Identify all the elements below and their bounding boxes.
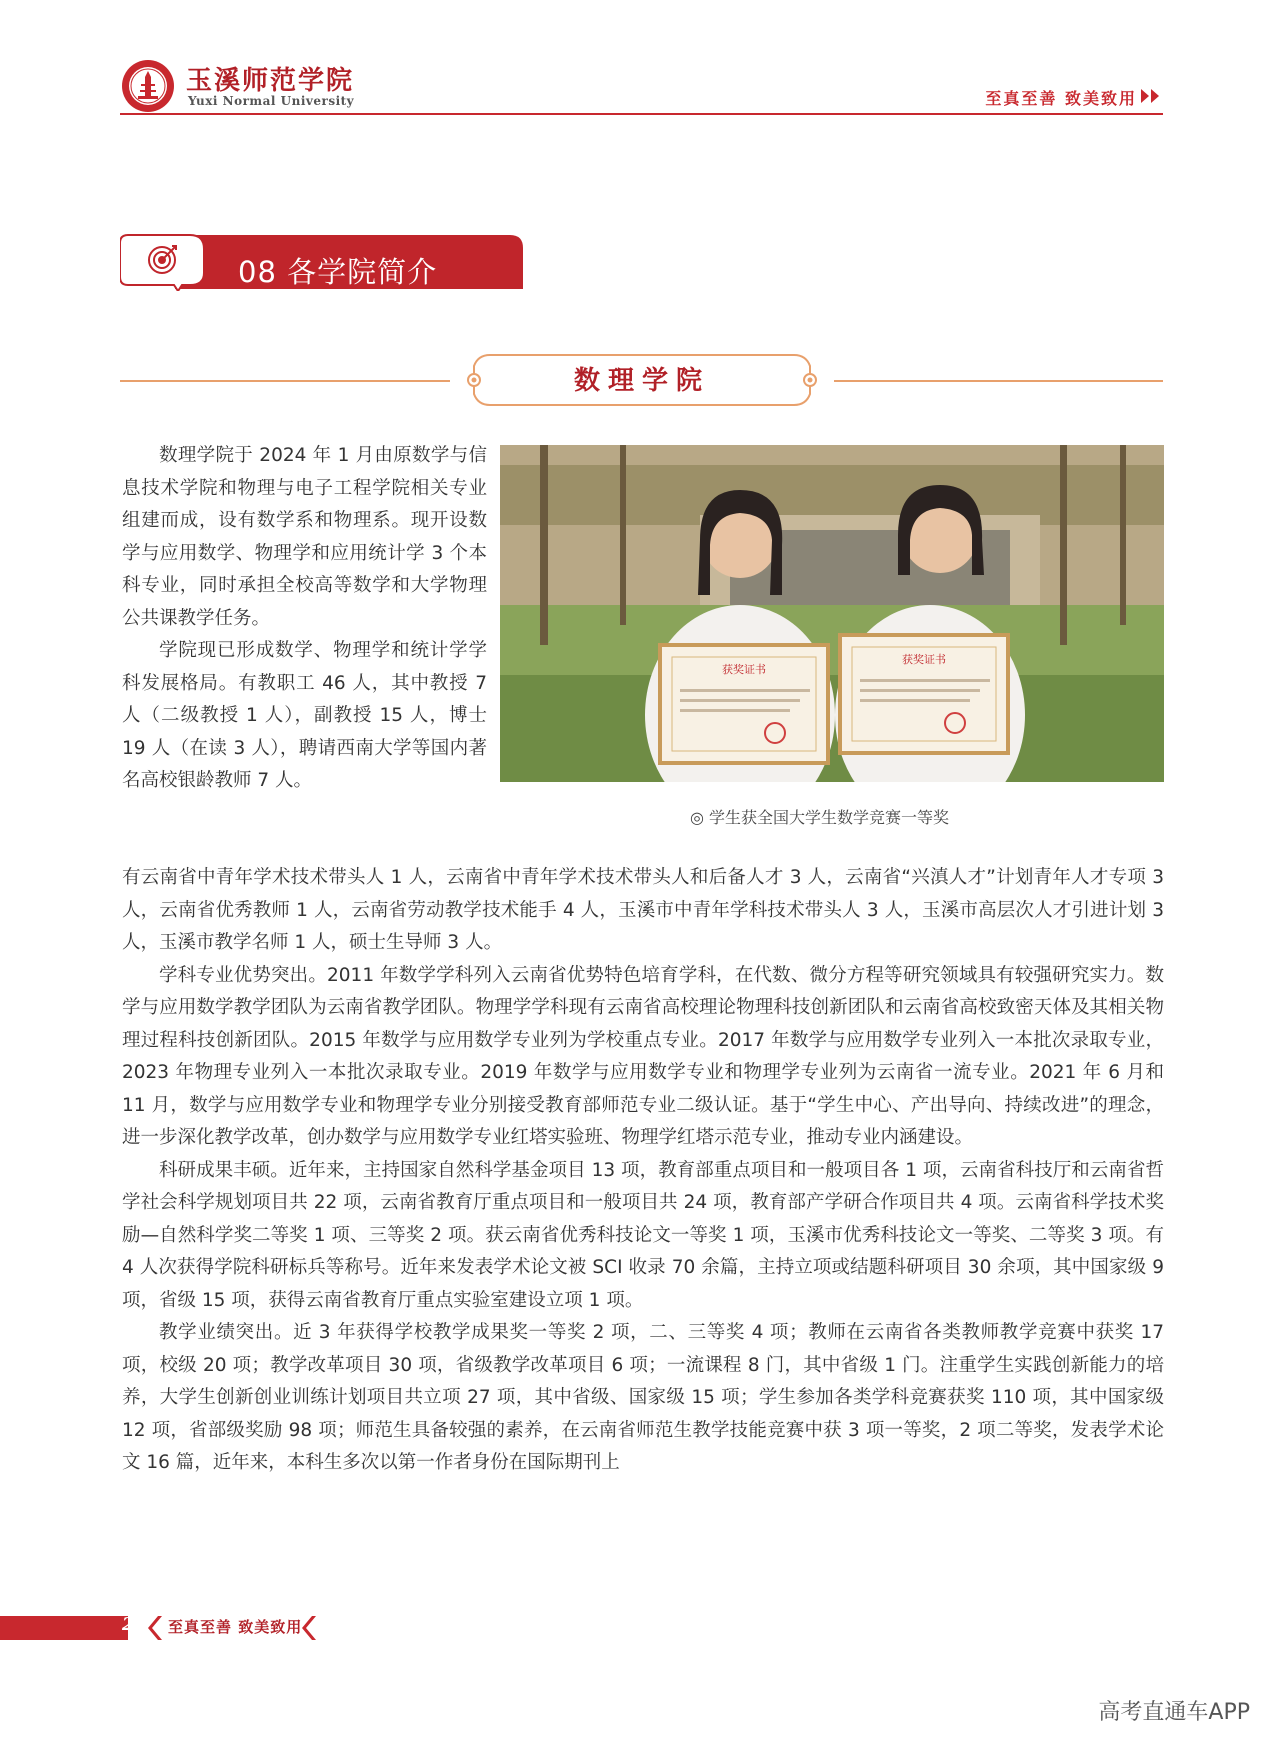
paragraph-intro: 数理学院于 2024 年 1 月由原数学与信息技术学院和物理与电子工程学院相关专业组建而成，设有数学系和物理系。现开设数学与应用数学、物理学和应用统计学 3 个本科专业，同时承担全校高等数学和大学物理公共课教学任务。 [122, 445, 487, 629]
college-title: 数理学院 [573, 366, 710, 396]
photo-caption: ◎ 学生获全国大学生数学竞赛一等奖 [690, 808, 950, 827]
award-photo [500, 445, 1164, 782]
paragraph-faculty: 学院现已形成数学、物理学和统计学学科发展格局。有教职工 46 人，其中教授 7 人（二级教授 1 人），副教授 15 人，博士 19 人（在读 3 人），聘请西南大学等国内著名高校银龄教师 7 人。 [122, 640, 487, 791]
certificate-heading-left: 获奖证书 [722, 663, 766, 676]
paragraph-teaching: 教学业绩突出。近 3 年获得学校教学成果奖一等奖 2 项，二、三等奖 4 项；教师在云南省各类教师教学竞赛中获奖 17 项，校级 20 项；教学改革项目 30 项，省级教学改革项目 6 项；一流课程 8 门，其中省级 1 门。注重学生实践创新能力的培养，大学生创新创业训练计划项目共立项 27 项，其中省级、国家级 15 项；学生参加各类学科竞赛获奖 110 项，其中国家级 12 项，省部级奖励 98 项；师范生具备较强的素养，在云南省师范生教学技能竞赛中获 3 项一等奖，2 项二等奖，发表学术论文 16 篇，近年来，本科生多次以第一作者身份在国际期刊上 [122, 1322, 1164, 1473]
section-title: 08 各学院简介 [238, 255, 438, 289]
title-rule-right [834, 380, 1163, 382]
university-name-en: Yuxi Normal University [188, 94, 355, 108]
footer-motto: 至真至善 致美致用 [168, 1618, 303, 1636]
chevron-left-icon [148, 1614, 164, 1642]
header-divider [120, 113, 1163, 115]
double-chevron-right-icon [1140, 88, 1162, 104]
page-number: 28 [122, 1614, 148, 1635]
paragraph-disciplines: 学科专业优势突出。2011 年数学学科列入云南省优势特色培育学科，在代数、微分方程等研究领域具有较强研究实力。数学与应用数学教学团队为云南省教学团队。物理学学科现有云南省高校理论物理科技创新团队和云南省高校致密天体及其相关物理过程科技创新团队。2015 年数学与应用数学专业列为学校重点专业。2017 年数学与应用数学专业列入一本批次录取专业，2023 年物理专业列入一本批次录取专业。2019 年数学与应用数学专业和物理学专业列为云南省一流专业。2021 年 6 月和 11 月，数学与应用数学专业和物理学专业分别接受教育部师范专业二级认证。基于“学生中心、产出导向、持续改进”的理念，进一步深化教学改革，创办数学与应用数学专业红塔实验班、物理学红塔示范专业，推动专业内涵建设。 [122, 964, 1164, 1148]
intro-column [122, 440, 487, 798]
watermark: 高考直通车APP [1098, 1700, 1250, 1725]
university-name-cn: 玉溪师范学院 [186, 66, 355, 96]
paragraph-research: 科研成果丰硕。近年来，主持国家自然科学基金项目 13 项，教育部重点项目和一般项目各 1 项，云南省科技厅和云南省哲学社会科学规划项目共 22 项，云南省教育厅重点项目和一般项目共 24 项，教育部产学研合作项目共 4 项。云南省科学技术奖励—自然科学奖二等奖 1 项、三等奖 2 项。获云南省优秀科技论文一等奖 1 项，玉溪市优秀科技论文一等奖、二等奖 3 项。有 4 人次获得学院科研标兵等称号。近年来发表学术论文被 SCI 收录 70 余篇，主持立项或结题科研项目 30 余项，其中国家级 9 项，省级 15 项，获得云南省教育厅重点实验室建设立项 1 项。 [122, 1159, 1164, 1311]
paragraph-faculty-cont: 有云南省中青年学术技术带头人 1 人，云南省中青年学术技术带头人和后备人才 3 人，云南省“兴滇人才”计划青年人才专项 3 人，云南省优秀教师 1 人，云南省劳动教学技术能手 4 人，玉溪市中青年学科技术带头人 3 人，玉溪市高层次人才引进计划 3 人，玉溪市教学名师 1 人，硕士生导师 3 人。 [122, 867, 1164, 953]
title-rule-left [120, 380, 450, 382]
chevron-left-icon [302, 1614, 318, 1642]
university-seal-icon [120, 58, 176, 114]
body-text [122, 862, 1164, 1480]
certificate-heading-right: 获奖证书 [902, 653, 946, 666]
header-motto: 至真至善 致美致用 [985, 89, 1137, 108]
footer-bar [0, 1616, 128, 1640]
